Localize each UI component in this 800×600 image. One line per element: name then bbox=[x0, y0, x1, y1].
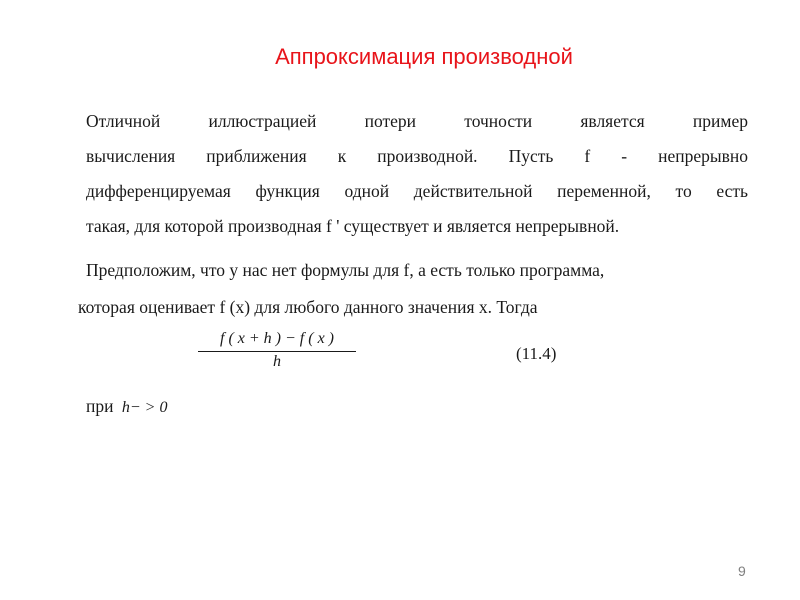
formula-numerator: f ( x + h ) − f ( x ) bbox=[220, 330, 334, 347]
page-number: 9 bbox=[738, 563, 746, 579]
paragraph-2-line: Предположим, что у нас нет формулы для f, а есть только программа, bbox=[86, 260, 605, 280]
limit-condition bbox=[86, 396, 167, 417]
paragraph-1 bbox=[78, 104, 748, 244]
slide-title: Аппроксимация производной bbox=[275, 44, 573, 69]
derivative-formula bbox=[198, 330, 356, 371]
formula-denominator: h bbox=[273, 353, 281, 370]
equation-number: (11.4) bbox=[516, 344, 557, 363]
paragraph-1-line: вычисления приближения к производной. Пусть f - непрерывно bbox=[86, 146, 748, 166]
paragraph-1-line: Отличной иллюстрацией потери точности является пример bbox=[86, 111, 748, 131]
condition-expression: h− > 0 bbox=[121, 399, 168, 416]
paragraph-1-line: дифференцируемая функция одной действительной переменной, то есть bbox=[86, 181, 748, 201]
paragraph-1-line: такая, для которой производная f ' существует и является непрерывной. bbox=[86, 216, 620, 236]
paragraph-2 bbox=[78, 252, 748, 326]
paragraph-2-line: которая оценивает f (x) для любого данного значения х. Тогда bbox=[78, 297, 538, 317]
condition-prefix: при bbox=[86, 396, 114, 416]
